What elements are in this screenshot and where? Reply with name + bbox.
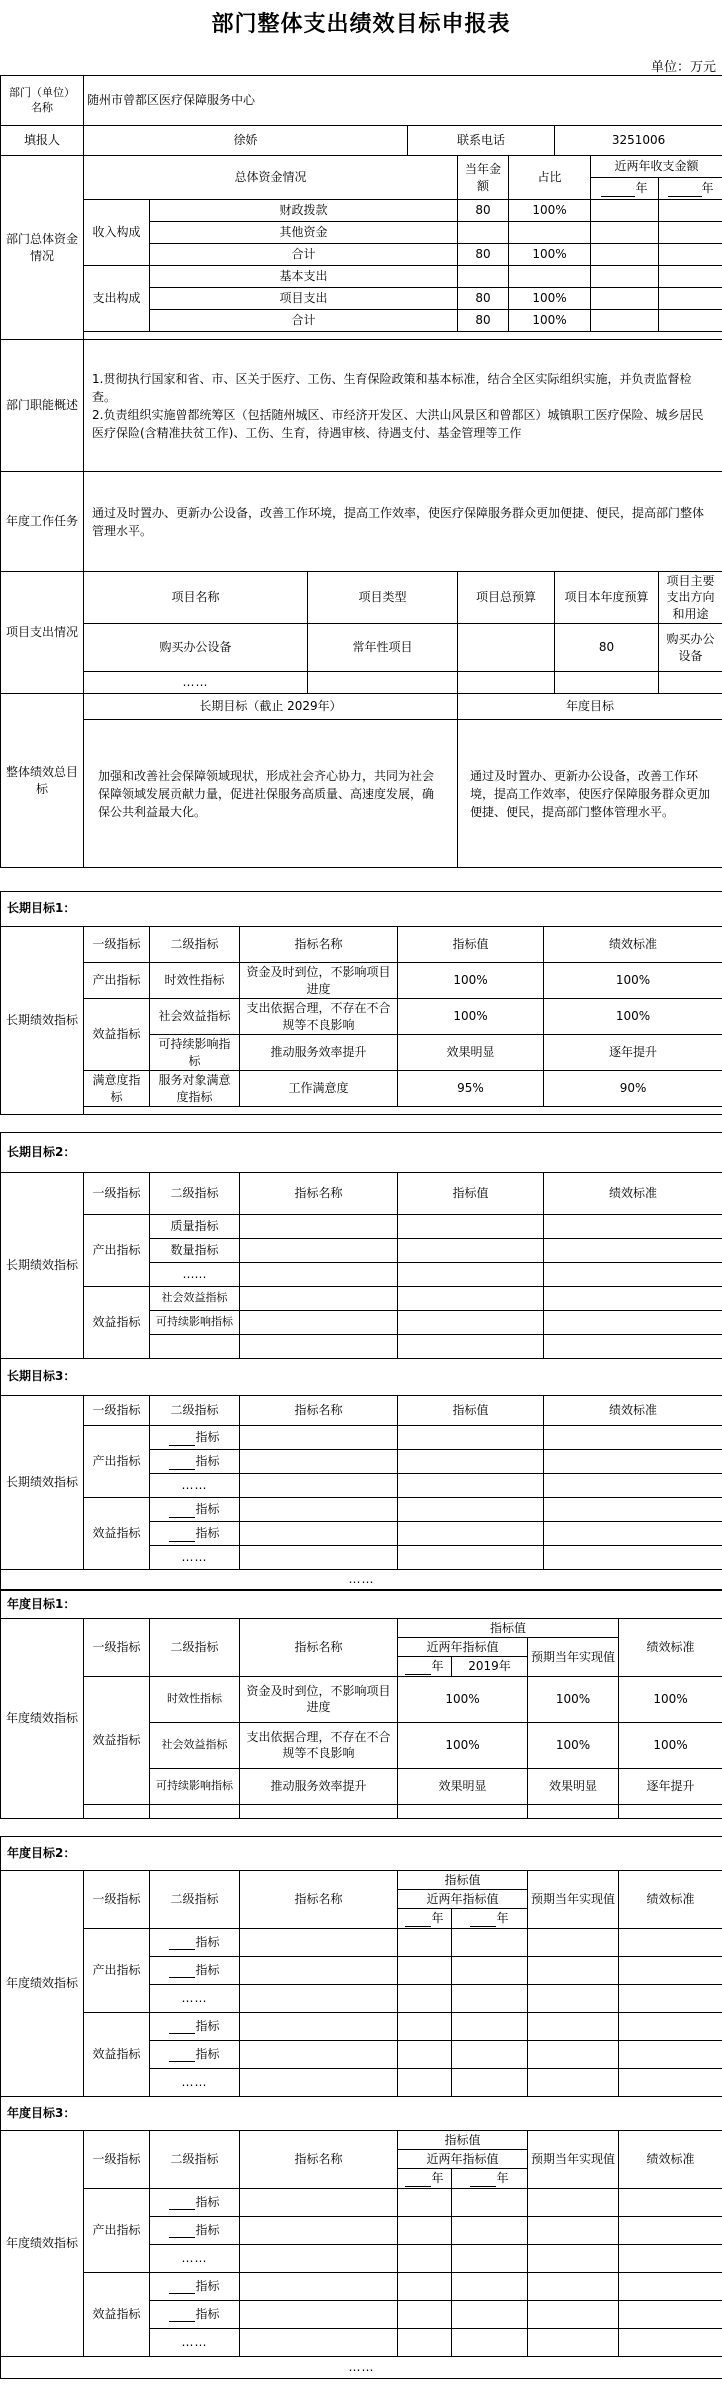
col-header-lvl2: 二级指标 (150, 1619, 240, 1677)
funds-amount-header: 当年金额 (458, 156, 509, 200)
long-goal-2-table (0, 1132, 722, 1359)
more-row: …… (150, 1984, 240, 2012)
annual-goal-2-side-label: 年度绩效指标 (1, 1871, 84, 2097)
indicator-name: 资金及时到位，不影响项目进度 (240, 963, 398, 999)
long-goal-header: 长期目标（截止 2029年） (84, 694, 458, 720)
lvl1-output: 产出指标 (84, 1426, 150, 1498)
projects-header-total: 项目总预算 (458, 572, 555, 624)
projects-header-usage: 项目主要支出方向和用途 (659, 572, 722, 624)
projects-header-annual: 项目本年度预算 (555, 572, 659, 624)
income-total-name: 合计 (150, 244, 458, 266)
blank-indicator: 指标 (195, 2306, 220, 2321)
blank-indicator: 指标 (195, 1502, 220, 1517)
annual-task-text: 通过及时置办、更新办公设备，改善工作环境，提高工作效率，使医疗保障服务群众更加便捷、便民，提高部门整体管理水平。 (84, 472, 722, 572)
col-header-recent: 近两年指标值 (398, 1638, 528, 1657)
header-info-table (0, 75, 722, 868)
col-header-lvl1: 一级指标 (84, 1396, 150, 1426)
blank-indicator: 指标 (195, 1454, 220, 1469)
income-item-ratio: 100% (509, 200, 591, 222)
expense-item-name: 基本支出 (150, 266, 458, 288)
year-value: 2019 (468, 1659, 499, 1674)
col-header-std: 绩效标准 (544, 1396, 722, 1426)
long-goal-1-side-label: 长期绩效指标 (1, 927, 84, 1115)
lvl2-cell: 数量指标 (150, 1239, 240, 1263)
lvl2-cell: 时效性指标 (150, 963, 240, 999)
col-header-lvl1: 一级指标 (84, 1173, 150, 1215)
indicator-recent: 100% (398, 1722, 528, 1768)
filler-value: 徐娇 (84, 126, 408, 156)
income-item-amount: 80 (458, 200, 509, 222)
indicator-std: 逐年提升 (619, 1768, 722, 1804)
indicator-value: 效果明显 (398, 1035, 544, 1071)
filler-label: 填报人 (1, 126, 84, 156)
projects-label: 项目支出情况 (1, 572, 84, 694)
indicator-std: 90% (544, 1071, 722, 1107)
dept-name-label: 部门（单位）名称 (1, 76, 84, 126)
indicator-std: 100% (619, 1676, 722, 1722)
annual-goal-header: 年度目标 (458, 694, 722, 720)
expense-item-amount (458, 266, 509, 288)
col-header-value: 指标值 (398, 1619, 619, 1638)
more-row: …… (150, 1474, 240, 1498)
expense-total-name: 合计 (150, 310, 458, 332)
col-header-lvl2: 二级指标 (150, 1396, 240, 1426)
col-header-std: 绩效标准 (544, 1173, 722, 1215)
indicator-value: 95% (398, 1071, 544, 1107)
col-header-std: 绩效标准 (619, 1619, 722, 1677)
indicator-recent: 100% (398, 1676, 528, 1722)
funds-ratio-header: 占比 (509, 156, 591, 200)
projects-header-name: 项目名称 (84, 572, 308, 624)
col-header-std: 绩效标准 (619, 1871, 722, 1929)
long-goal-2-side-label: 长期绩效指标 (1, 1173, 84, 1359)
project-usage: 购买办公设备 (659, 624, 722, 672)
income-item-name: 财政拨款 (150, 200, 458, 222)
more-row: …… (150, 1546, 240, 1570)
year-suffix: 年 (498, 1659, 511, 1674)
expense-total-amount: 80 (458, 310, 509, 332)
indicator-recent: 效果明显 (398, 1768, 528, 1804)
expense-item-ratio (509, 266, 591, 288)
annual-goal-text: 通过及时置办、更新办公设备，改善工作环境，提高工作效率，使医疗保障服务群众更加便捷、便民，提高部门整体管理水平。 (458, 720, 722, 868)
income-item-ratio (509, 222, 591, 244)
col-header-expected: 预期当年实现值 (528, 2131, 619, 2189)
funds-recent-header: 近两年收支金额 (591, 156, 722, 178)
col-header-name: 指标名称 (240, 1619, 398, 1677)
lvl1-output: 产出指标 (84, 1928, 150, 2012)
funds-section-label: 部门总体资金情况 (1, 156, 84, 340)
lvl1-output: 产出指标 (84, 963, 150, 999)
lvl1-benefit: 效益指标 (84, 1676, 150, 1804)
lvl1-satisfaction: 满意度指标 (84, 1071, 150, 1107)
annual-goal-3-table (0, 2096, 722, 2379)
col-header-value: 指标值 (398, 1173, 544, 1215)
long-goal-1-title: 长期目标1： (1, 892, 722, 927)
expense-label: 支出构成 (84, 266, 150, 332)
lvl1-output: 产出指标 (84, 1215, 150, 1287)
lvl2-cell: 质量指标 (150, 1215, 240, 1239)
annual-goal-3-title: 年度目标3： (1, 2097, 722, 2131)
lvl1-benefit: 效益指标 (84, 2272, 150, 2356)
indicator-name: 推动服务效率提升 (240, 1768, 398, 1804)
indicator-std: 逐年提升 (544, 1035, 722, 1071)
more-row: …… (150, 2328, 240, 2356)
col-header-recent: 近两年指标值 (398, 2150, 528, 2169)
page-title: 部门整体支出绩效目标申报表 (211, 12, 511, 37)
blank-indicator: 指标 (195, 1430, 220, 1445)
income-label: 收入构成 (84, 200, 150, 266)
annual-goal-2-title: 年度目标2： (1, 1837, 722, 1871)
annual-goal-3-side-label: 年度绩效指标 (1, 2131, 84, 2357)
lvl2-cell: 社会效益指标 (150, 1722, 240, 1768)
year-suffix: 年 (496, 2171, 509, 2186)
indicator-name: 推动服务效率提升 (240, 1035, 398, 1071)
indicator-name: 资金及时到位，不影响项目进度 (240, 1676, 398, 1722)
indicator-expected: 效果明显 (528, 1768, 619, 1804)
col-header-name: 指标名称 (240, 2131, 398, 2189)
more-row: …… (150, 2244, 240, 2272)
long-goal-1-table (0, 891, 722, 1115)
col-header-lvl1: 一级指标 (84, 1619, 150, 1677)
lvl2-cell: 可持续影响指标 (150, 1035, 240, 1071)
lvl2-cell: 可持续影响指标 (150, 1768, 240, 1804)
blank-indicator: 指标 (195, 2222, 220, 2237)
more-row: …… (150, 2068, 240, 2096)
col-header-name: 指标名称 (240, 1871, 398, 1929)
col-header-name: 指标名称 (240, 927, 398, 963)
year-suffix: 年 (496, 1911, 509, 1926)
col-header-name: 指标名称 (240, 1396, 398, 1426)
col-header-lvl2: 二级指标 (150, 1173, 240, 1215)
indicator-value: 100% (398, 963, 544, 999)
col-header-value: 指标值 (398, 1871, 528, 1890)
indicator-value: 100% (398, 999, 544, 1035)
funds-overall-header: 总体资金情况 (84, 156, 458, 200)
duties-item-1: 1.贯彻执行国家和省、市、区关于医疗、工伤、生育保险政策和基本标准，结合全区实际组织实施，并负责监督检查。 (92, 371, 692, 404)
indicator-name: 支出依据合理，不存在不合规等不良影响 (240, 999, 398, 1035)
project-total (458, 624, 555, 672)
duties-label: 部门职能概述 (1, 340, 84, 472)
blank-indicator: 指标 (195, 1962, 220, 1977)
long-goal-2-title: 长期目标2： (1, 1133, 722, 1173)
long-goal-3-side-label: 长期绩效指标 (1, 1396, 84, 1570)
lvl2-cell: 可持续影响指标 (150, 1311, 240, 1335)
annual-goal-2-table (0, 1836, 722, 2097)
col-header-name: 指标名称 (240, 1173, 398, 1215)
year-suffix: 年 (431, 1911, 444, 1926)
col-header-recent: 近两年指标值 (398, 1890, 528, 1909)
project-type: 常年性项目 (308, 624, 458, 672)
indicator-expected: 100% (528, 1722, 619, 1768)
projects-header-type: 项目类型 (308, 572, 458, 624)
lvl1-benefit: 效益指标 (84, 999, 150, 1071)
phone-value: 3251006 (555, 126, 722, 156)
year-suffix: 年 (635, 181, 648, 196)
lvl2-cell: 社会效益指标 (150, 999, 240, 1035)
dept-name-value: 随州市曾都区医疗保障服务中心 (84, 76, 722, 126)
indicator-std: 100% (619, 1722, 722, 1768)
col-header-value: 指标值 (398, 1396, 544, 1426)
duties-item-2: 2.负责组织实施曾都统筹区（包括随州城区、市经济开发区、大洪山风景区和曾都区）城镇职工医疗保险、城乡居民医疗保险(含精准扶贫工作)、工伤、生育，待遇审核、待遇支付、基金管理等工作 (92, 407, 704, 440)
col-header-value: 指标值 (398, 2131, 528, 2150)
col-header-lvl1: 一级指标 (84, 927, 150, 963)
long-goals-ellipsis: …… (1, 1570, 722, 1590)
indicator-name: 工作满意度 (240, 1071, 398, 1107)
project-annual: 80 (555, 624, 659, 672)
lvl2-cell: 服务对象满意度指标 (150, 1071, 240, 1107)
expense-total-ratio: 100% (509, 310, 591, 332)
annual-goal-1-table (0, 1590, 722, 1819)
long-goal-text: 加强和改善社会保障领域现状，形成社会齐心协力，共同为社会保障领域发展贡献力量，促进社保服务高质量、高速度发展，确保公共利益最大化。 (84, 720, 458, 868)
expense-item-amount: 80 (458, 288, 509, 310)
indicator-std: 100% (544, 999, 722, 1035)
blank-indicator: 指标 (195, 1934, 220, 1949)
col-header-expected: 预期当年实现值 (528, 1638, 619, 1676)
income-total-amount: 80 (458, 244, 509, 266)
col-header-expected: 预期当年实现值 (528, 1871, 619, 1929)
col-header-lvl2: 二级指标 (150, 2131, 240, 2189)
col-header-value: 指标值 (398, 927, 544, 963)
indicator-expected: 100% (528, 1676, 619, 1722)
blank-indicator: 指标 (195, 2046, 220, 2061)
phone-label: 联系电话 (408, 126, 555, 156)
duties-text (84, 340, 722, 472)
col-header-lvl2: 二级指标 (150, 927, 240, 963)
lvl1-benefit: 效益指标 (84, 2012, 150, 2096)
overall-goal-label: 整体绩效总目标 (1, 694, 84, 868)
col-header-lvl1: 一级指标 (84, 2131, 150, 2189)
col-header-std: 绩效标准 (619, 2131, 722, 2189)
blank-indicator: 指标 (195, 2018, 220, 2033)
income-total-ratio: 100% (509, 244, 591, 266)
lvl1-benefit: 效益指标 (84, 1287, 150, 1359)
year-suffix: 年 (431, 2171, 444, 2186)
blank-indicator: 指标 (195, 2194, 220, 2209)
annual-goal-1-side-label: 年度绩效指标 (1, 1619, 84, 1819)
lvl2-cell: 时效性指标 (150, 1676, 240, 1722)
projects-more: …… (84, 672, 308, 694)
unit-label: 单位：万元 (650, 60, 716, 75)
col-header-lvl1: 一级指标 (84, 1871, 150, 1929)
income-item-amount (458, 222, 509, 244)
income-item-name: 其他资金 (150, 222, 458, 244)
year-suffix: 年 (431, 1659, 444, 1674)
footer-ellipsis: …… (1, 2356, 722, 2378)
blank-indicator: 指标 (195, 1526, 220, 1541)
blank-indicator: 指标 (195, 2278, 220, 2293)
col-header-std: 绩效标准 (544, 927, 722, 963)
expense-item-ratio: 100% (509, 288, 591, 310)
indicator-name: 支出依据合理，不存在不合规等不良影响 (240, 1722, 398, 1768)
expense-item-name: 项目支出 (150, 288, 458, 310)
col-header-lvl2: 二级指标 (150, 1871, 240, 1929)
annual-goal-1-title: 年度目标1： (1, 1591, 722, 1619)
lvl2-cell: 社会效益指标 (150, 1287, 240, 1311)
lvl2-cell: …… (150, 1263, 240, 1287)
indicator-std: 100% (544, 963, 722, 999)
long-goal-3-table (0, 1358, 722, 1590)
lvl1-benefit: 效益指标 (84, 1498, 150, 1570)
lvl1-output: 产出指标 (84, 2188, 150, 2272)
annual-task-label: 年度工作任务 (1, 472, 84, 572)
long-goal-3-title: 长期目标3： (1, 1359, 722, 1396)
project-name: 购买办公设备 (84, 624, 308, 672)
year-suffix: 年 (701, 181, 714, 196)
